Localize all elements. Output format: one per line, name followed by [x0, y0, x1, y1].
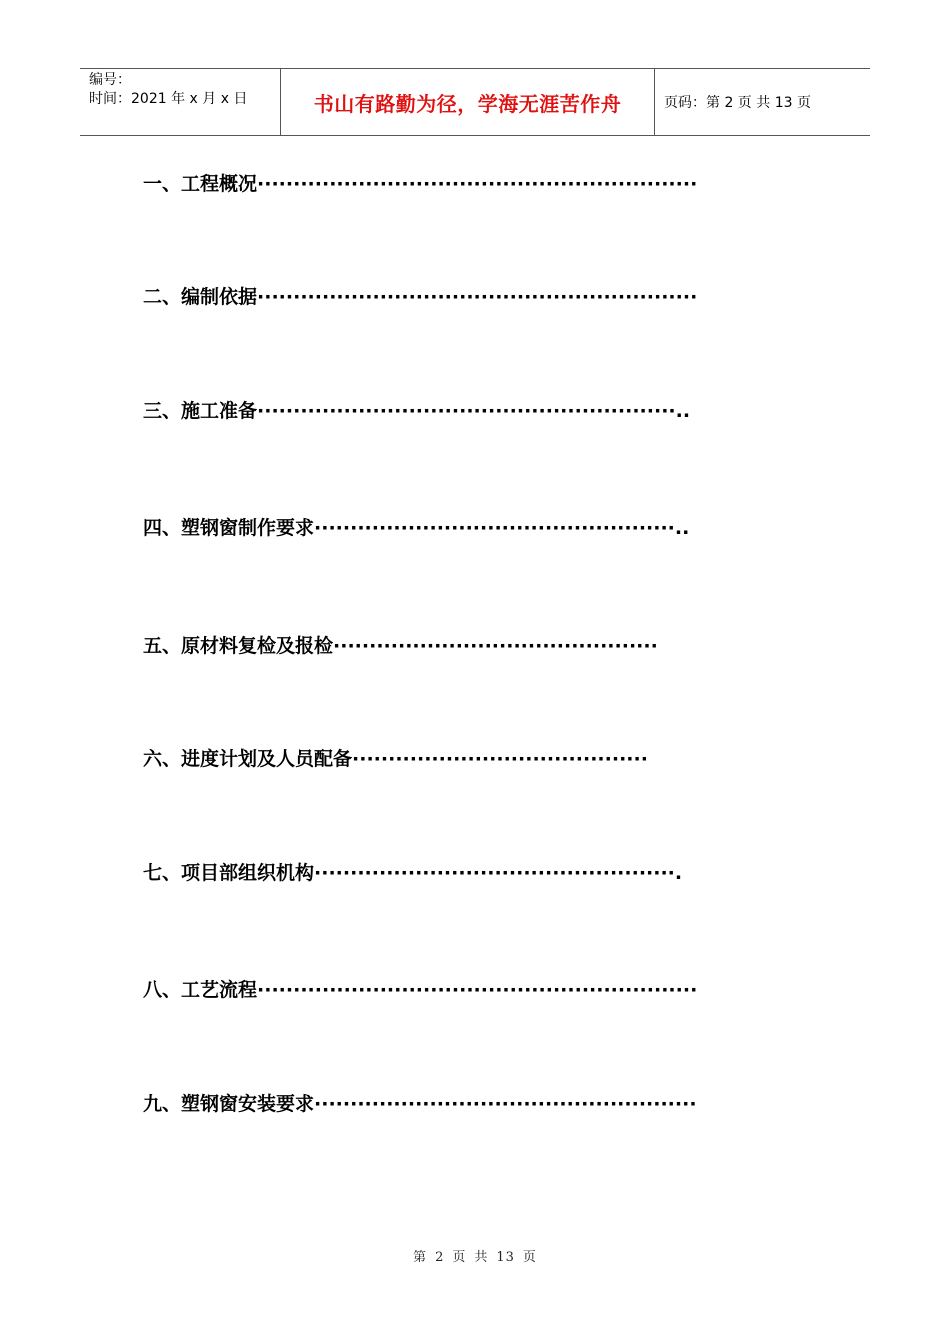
toc-entry-title: 五、原材料复检及报检: [143, 635, 334, 657]
toc-entry-title: 四、塑钢窗制作要求: [143, 517, 315, 539]
toc-entry: [143, 285, 803, 309]
toc-entry-title: 七、项目部组织机构: [143, 862, 315, 884]
page-footer: [0, 1246, 950, 1265]
toc-entry-title: 一、工程概况: [143, 173, 258, 195]
toc-entry-title: 九、塑钢窗安装要求: [143, 1093, 315, 1115]
toc-entry-leader: ··························································..: [257, 400, 691, 422]
page-info: 页码：第 2 页 共 13 页: [664, 95, 811, 111]
footer-total-unit: 页: [522, 1250, 537, 1265]
footer-page-text: 第: [413, 1250, 428, 1265]
header-motto-cell: [281, 69, 655, 135]
toc-entry: [143, 978, 803, 1002]
time-label: 时间：2021 年 x 月 x 日: [89, 91, 248, 107]
toc-entry-leader: ·········································: [352, 748, 648, 770]
toc-entry-leader: ·····························································: [257, 286, 698, 308]
header-page-info-cell: [655, 69, 870, 135]
toc-entry-title: 六、进度计划及人员配备: [143, 748, 353, 770]
footer-total-text: 共: [474, 1250, 489, 1265]
toc-entry-leader: ··················································..: [314, 517, 690, 539]
toc-entry-leader: ·····························································: [257, 979, 698, 1001]
footer-page-unit: 页: [452, 1250, 467, 1265]
toc-entry-title: 八、工艺流程: [143, 979, 258, 1001]
footer-page-num: 2: [435, 1250, 445, 1265]
footer-total-num: 13: [496, 1250, 515, 1265]
header-meta: [80, 69, 281, 135]
toc-entry: [143, 399, 803, 423]
motto: 书山有路勤为径，学海无涯苦作舟: [313, 91, 622, 116]
toc-entry-leader: ·····················································: [314, 1093, 697, 1115]
toc-entry: [143, 516, 803, 540]
toc-entry-leader: ··················································.: [314, 862, 683, 884]
toc-entry: [143, 634, 803, 658]
toc-entry-leader: ·····························································: [257, 173, 698, 195]
toc-entry: [143, 747, 803, 771]
toc-entry-title: 二、编制依据: [143, 286, 258, 308]
number-label: 编号：: [89, 72, 131, 88]
toc-entry-title: 三、施工准备: [143, 400, 258, 422]
toc-entry-leader: ·············································: [333, 635, 658, 657]
toc-entry: [143, 172, 803, 196]
page-header: [80, 68, 870, 136]
toc-entry: [143, 1092, 803, 1116]
toc-entry: [143, 861, 803, 885]
